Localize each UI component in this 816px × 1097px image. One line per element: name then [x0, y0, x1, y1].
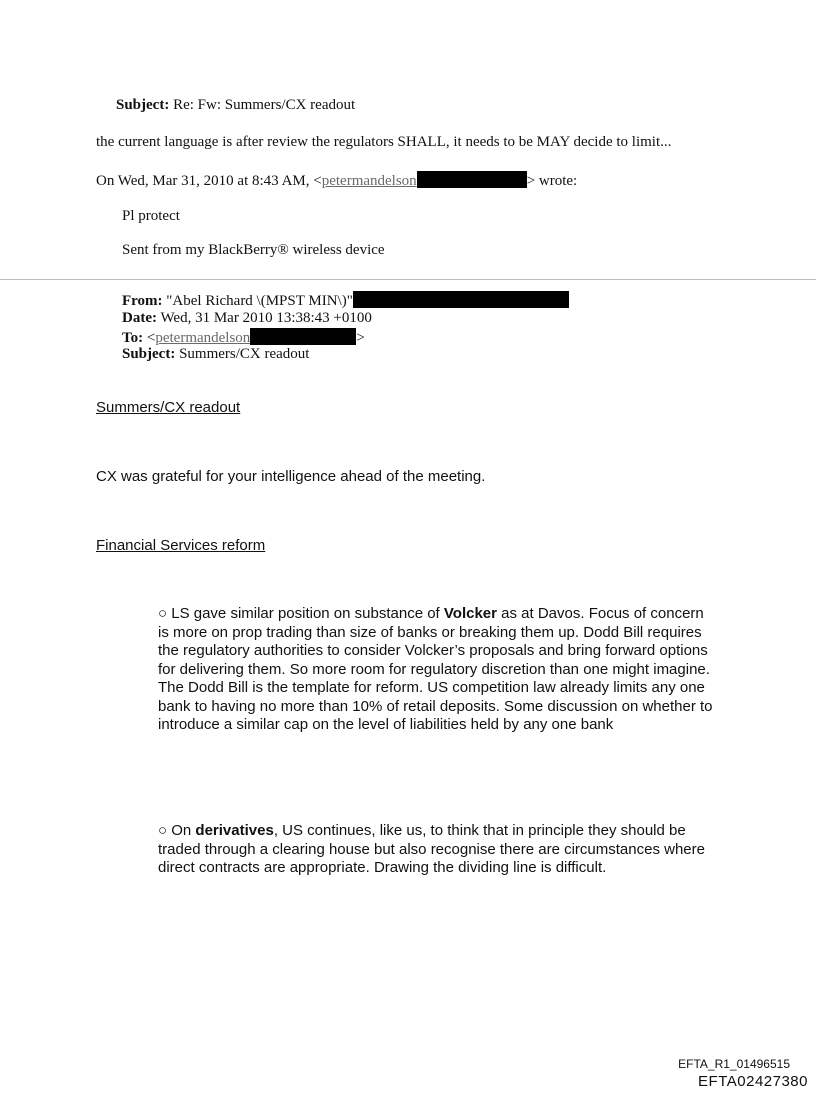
quote-email-link[interactable]: petermandelson	[321, 173, 417, 189]
to-email-link[interactable]: petermandelson	[155, 330, 251, 346]
forward-to	[122, 328, 365, 347]
redaction-box	[353, 291, 569, 308]
bullet-paragraph-derivatives	[158, 822, 718, 878]
para-text: , US continues, like us, to think that in principle they should be traded through a clearing house but also recognise there are circumstances where direct contracts are appropriate. Drawing the dividing line is difficult.	[158, 822, 705, 876]
pl-protect: Pl protect	[122, 208, 180, 224]
quote-intro	[96, 171, 577, 190]
para-bold: derivatives	[195, 822, 274, 839]
para-text: On	[171, 822, 192, 839]
para-text: LS gave similar position on substance of	[171, 605, 440, 622]
reply-subject-line	[116, 97, 355, 114]
to-label: To:	[122, 330, 144, 346]
bullet-paragraph-volcker	[158, 605, 718, 735]
from-value: "Abel Richard \(MPST MIN\)"	[166, 293, 353, 309]
forward-date	[122, 310, 372, 327]
quote-intro-suffix: > wrote:	[526, 173, 578, 189]
quote-intro-prefix: On Wed, Mar 31, 2010 at 8:43 AM, <	[96, 173, 322, 189]
to-prefix: <	[146, 330, 156, 346]
subject-label: Subject:	[122, 346, 176, 362]
date-value: Wed, 31 Mar 2010 13:38:43 +0100	[160, 310, 372, 326]
para-bold: Volcker	[443, 605, 497, 622]
body-line: CX was grateful for your intelligence ahead of the meeting.	[96, 468, 486, 485]
redaction-box	[250, 328, 356, 345]
to-suffix: >	[356, 330, 365, 346]
bullet-icon: ○	[158, 605, 168, 622]
from-label: From:	[122, 293, 163, 309]
sent-from: Sent from my BlackBerry® wireless device	[122, 242, 385, 258]
para-text: as at Davos. Focus of concern is more on prop trading than size of banks or breaking them up. Dodd Bill requires the regulatory authorities to consider Volcker’s proposals and bring forward options for delivering them. So more room for regulatory discretion than one might imagine. The Dodd Bill is the template for reform. US competition law already limits any one bank to having no more than 10% of retail deposits. Some discussion on whether to introduce a similar cap on the level of liabilities held by any one bank	[158, 605, 713, 733]
redaction-box	[417, 171, 527, 188]
reply-text: the current language is after review the regulators SHALL, it needs to be MAY decide to limit...	[96, 134, 672, 150]
subject-value: Summers/CX readout	[179, 346, 310, 362]
heading-readout: Summers/CX readout	[96, 399, 241, 416]
forward-from	[122, 291, 569, 310]
date-label: Date:	[122, 310, 157, 326]
forward-subject	[122, 346, 309, 363]
subject-value: Re: Fw: Summers/CX readout	[173, 97, 356, 113]
subject-label: Subject:	[116, 97, 170, 113]
bates-number: EFTA02427380	[698, 1073, 808, 1090]
divider	[0, 279, 816, 280]
heading-financial-services: Financial Services reform	[96, 537, 266, 554]
bullet-icon: ○	[158, 822, 168, 839]
document-id: EFTA_R1_01496515	[678, 1057, 790, 1071]
